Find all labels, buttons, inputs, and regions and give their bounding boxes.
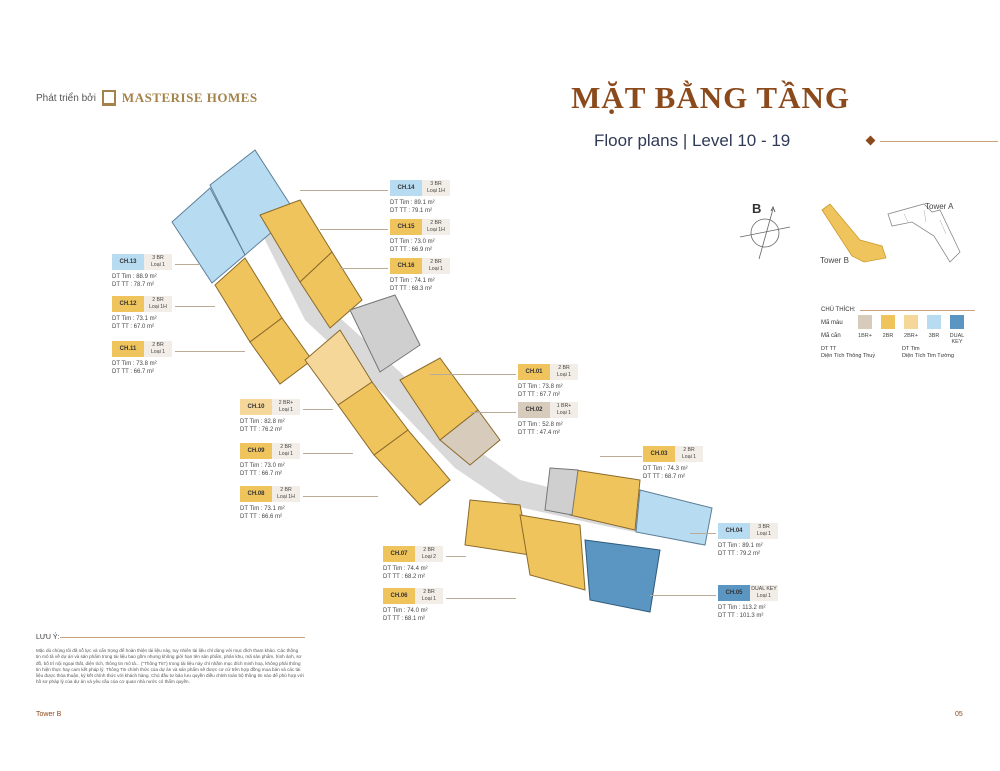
unit-leader-line (303, 453, 353, 454)
legend-abbr-tim-code: DT Tim (902, 346, 920, 352)
unit-leader-line (175, 264, 200, 265)
unit-bedrooms: 3 BR (430, 181, 442, 187)
unit-area (112, 360, 232, 376)
unit-code: CH.05 (718, 585, 750, 601)
unit-code: CH.01 (518, 364, 550, 380)
unit-area-tt: DT TT : 66.7 m² (112, 369, 155, 375)
unit-area-tt: DT TT : 47.4 m² (518, 430, 561, 436)
unit-area (383, 565, 503, 581)
unit-leader-line (175, 351, 245, 352)
unit-bedrooms: 2 BR (558, 365, 570, 371)
unit-type (550, 402, 578, 418)
unit-leader-line (446, 598, 516, 599)
unit-area (390, 199, 510, 215)
unit-bedrooms: 2 BR (683, 447, 695, 453)
note-body: Mặc dù chúng tôi đã nỗ lực và cẩn trọng để hoàn thiện tài liệu này, tuy nhiên tài liệu chỉ dùng với mục đích tham khảo. Các thông tin mô tả về dự án và sản phẩm trong tài liệu bao gồm nhưng không giới hạn tên sản phẩm, phân khu, mã sản phẩm, hình ảnh, sơ đồ, bố trí nội ngoại thất, diện tích, thông tin mô tả... ("Thông Tin") trong tài liệu này chỉ nhằm mục đích minh hoạ, không phải thông tin hiện thực hay cam kết pháp lý. Thông Tin chính thức của dự án và sản phẩm sẽ được cơ cứ trên hợp đồng mua bán và các tài liệu được thỏa thuận, ký kết chính thức với khách hàng. Chủ đầu tư bảo lưu quyền điều chỉnh toàn bộ thông tin nào để phù hợp với hồ sơ pháp lý của dự án và yêu cầu của cơ quan nhà nước có thẩm quyền. (36, 648, 304, 685)
unit-leader-line (175, 306, 215, 307)
unit-area-tim: DT Tim : 73.0 m² (390, 239, 435, 245)
tower-b-label: Tower B (820, 256, 849, 265)
unit-code: CH.16 (390, 258, 422, 274)
unit-area (718, 542, 838, 558)
note-heading: LƯU Ý: (36, 634, 60, 641)
unit-ch06-plan (520, 515, 585, 590)
unit-layout: Loại 1H (427, 227, 445, 233)
legend-color-key: Mã màu (821, 320, 843, 326)
unit-ch03-plan (570, 470, 640, 530)
unit-area-tim: DT Tim : 73.8 m² (518, 384, 563, 390)
unit-area-tt: DT TT : 66.6 m² (240, 514, 283, 520)
unit-ch05-plan (585, 540, 660, 612)
unit-area-tim: DT Tim : 73.1 m² (240, 506, 285, 512)
unit-area-tt: DT TT : 79.1 m² (390, 208, 433, 214)
unit-area (240, 505, 360, 521)
unit-area-tim: DT Tim : 89.1 m² (390, 200, 435, 206)
unit-area (383, 607, 503, 623)
unit-area-tt: DT TT : 101.3 m² (718, 613, 764, 619)
unit-area-tt: DT TT : 76.2 m² (240, 427, 283, 433)
unit-leader-line (690, 533, 716, 534)
unit-area (518, 421, 638, 437)
unit-leader-line (600, 456, 642, 457)
page-title: MẶT BẰNG TẦNG (571, 80, 850, 115)
legend-heading: CHÚ THÍCH: (821, 307, 856, 313)
unit-bedrooms: 2 BR (152, 342, 164, 348)
unit-code: CH.04 (718, 523, 750, 539)
unit-layout: Loại 1H (277, 494, 295, 500)
unit-code: CH.15 (390, 219, 422, 235)
unit-type (415, 588, 443, 604)
unit-layout: Loại 1 (421, 596, 437, 602)
legend-abbr-tim-text: Diện Tích Tim Tường (902, 353, 955, 360)
unit-type (415, 546, 443, 562)
unit-area-tim: DT Tim : 74.1 m² (390, 278, 435, 284)
unit-layout: Loại 1 (756, 531, 772, 537)
unit-layout: Loại 1 (278, 407, 294, 413)
unit-bedrooms: 2 BR (423, 589, 435, 595)
unit-code: CH.03 (643, 446, 675, 462)
unit-area-tt: DT TT : 68.1 m² (383, 616, 426, 622)
unit-leader-line (470, 412, 516, 413)
unit-type (750, 523, 778, 539)
unit-bedrooms: 2 BR (280, 444, 292, 450)
unit-area-tt: DT TT : 67.0 m² (112, 324, 155, 330)
unit-leader-line (303, 496, 378, 497)
unit-type (422, 219, 450, 235)
unit-bedrooms: 2 BR (280, 487, 292, 493)
unit-bedrooms: 3 BR (758, 524, 770, 530)
unit-leader-line (303, 409, 333, 410)
unit-bedrooms: 2 BR (430, 259, 442, 265)
unit-layout: Loại 1 (150, 349, 166, 355)
unit-area (390, 277, 510, 293)
unit-area-tim: DT Tim : 113.2 m² (718, 605, 766, 611)
unit-layout: Loại 1 (556, 372, 572, 378)
unit-area-tim: DT Tim : 82.8 m² (240, 419, 285, 425)
brand-logo-text: MASTERISE HOMES (121, 90, 258, 105)
unit-layout: Loại 1 (556, 410, 572, 416)
unit-type (144, 341, 172, 357)
legend-type-label: 3BR (928, 333, 940, 339)
unit-area-tim: DT Tim : 88.9 m² (112, 274, 157, 280)
unit-area-tim: DT Tim : 73.0 m² (240, 463, 285, 469)
legend-type-label: 1BR+ (858, 333, 872, 339)
unit-area-tim: DT Tim : 73.1 m² (112, 316, 157, 322)
unit-type (272, 486, 300, 502)
unit-area (240, 418, 360, 434)
unit-type (750, 585, 778, 601)
unit-code: CH.08 (240, 486, 272, 502)
tower-a-label: Tower A (925, 202, 954, 211)
unit-code: CH.12 (112, 296, 144, 312)
unit-type (675, 446, 703, 462)
legend-abbr-tt-code: DT TT (821, 346, 837, 352)
unit-bedrooms: 3 BR (152, 255, 164, 261)
unit-type (272, 443, 300, 459)
unit-code: CH.13 (112, 254, 144, 270)
unit-leader-line (430, 374, 516, 375)
unit-layout: Loại 1 (681, 454, 697, 460)
unit-code: CH.10 (240, 399, 272, 415)
divider (60, 637, 305, 638)
unit-type (550, 364, 578, 380)
developer-label: Phát triển bởi (36, 92, 96, 104)
unit-type (272, 399, 300, 415)
unit-area-tim: DT Tim : 74.4 m² (383, 566, 428, 572)
unit-bedrooms: DUAL KEY (751, 586, 777, 592)
unit-type (144, 296, 172, 312)
unit-area (240, 462, 360, 478)
unit-area-tt: DT TT : 66.7 m² (240, 471, 283, 477)
unit-area-tt: DT TT : 68.7 m² (643, 474, 686, 480)
unit-layout: Loại 1 (150, 262, 166, 268)
unit-layout: Loại 1H (149, 304, 167, 310)
unit-leader-line (650, 595, 716, 596)
unit-leader-line (320, 229, 388, 230)
unit-area (112, 273, 232, 289)
legend-abbr-tt-text: Diện Tích Thông Thuỷ (821, 353, 876, 360)
unit-layout: Loại 1H (427, 188, 445, 194)
unit-bedrooms: 2 BR (152, 297, 164, 303)
unit-code: CH.07 (383, 546, 415, 562)
unit-bedrooms: 1 BR+ (556, 403, 572, 409)
lift-core (545, 468, 578, 515)
unit-area-tim: DT Tim : 52.8 m² (518, 422, 563, 428)
unit-bedrooms: 2 BR (430, 220, 442, 226)
page-subtitle: Floor plans | Level 10 - 19 (594, 131, 791, 150)
footer-tower: Tower B (36, 711, 62, 718)
unit-layout: Loại 1 (278, 451, 294, 457)
unit-area-tim: DT Tim : 73.8 m² (112, 361, 157, 367)
unit-area-tt: DT TT : 68.3 m² (390, 286, 433, 292)
unit-ch07-plan (465, 500, 530, 555)
unit-leader-line (446, 556, 466, 557)
legend-type-label: 2BR (882, 333, 894, 339)
unit-code: CH.02 (518, 402, 550, 418)
unit-code: CH.09 (240, 443, 272, 459)
unit-area (112, 315, 232, 331)
unit-area (390, 238, 510, 254)
unit-code: CH.11 (112, 341, 144, 357)
unit-leader-line (340, 268, 388, 269)
unit-leader-line (300, 190, 388, 191)
unit-area-tim: DT Tim : 74.3 m² (643, 466, 688, 472)
unit-area (518, 383, 638, 399)
unit-area-tt: DT TT : 66.9 m² (390, 247, 433, 253)
unit-layout: Loại 1 (428, 266, 444, 272)
compass-label: B (752, 201, 762, 216)
unit-type (144, 254, 172, 270)
unit-bedrooms: 2 BR+ (278, 400, 294, 406)
unit-layout: Loại 2 (421, 554, 437, 560)
unit-code: CH.14 (390, 180, 422, 196)
legend-unit-key: Mã căn (821, 333, 841, 339)
unit-code: CH.06 (383, 588, 415, 604)
unit-bedrooms: 2 BR (423, 547, 435, 553)
unit-type (422, 180, 450, 196)
legend-type-label: DUAL KEY (949, 333, 965, 345)
unit-area-tim: DT Tim : 89.1 m² (718, 543, 763, 549)
unit-area (718, 604, 838, 620)
unit-area-tt: DT TT : 68.2 m² (383, 574, 426, 580)
unit-area-tt: DT TT : 79.2 m² (718, 551, 761, 557)
page-number: 05 (955, 711, 963, 718)
unit-area-tt: DT TT : 67.7 m² (518, 392, 561, 398)
unit-area-tt: DT TT : 78.7 m² (112, 282, 155, 288)
unit-type (422, 258, 450, 274)
unit-ch04-plan (636, 490, 712, 545)
unit-area (643, 465, 763, 481)
unit-layout: Loại 1 (756, 593, 772, 599)
unit-area-tim: DT Tim : 74.0 m² (383, 608, 428, 614)
legend-type-label: 2BR+ (904, 333, 918, 339)
